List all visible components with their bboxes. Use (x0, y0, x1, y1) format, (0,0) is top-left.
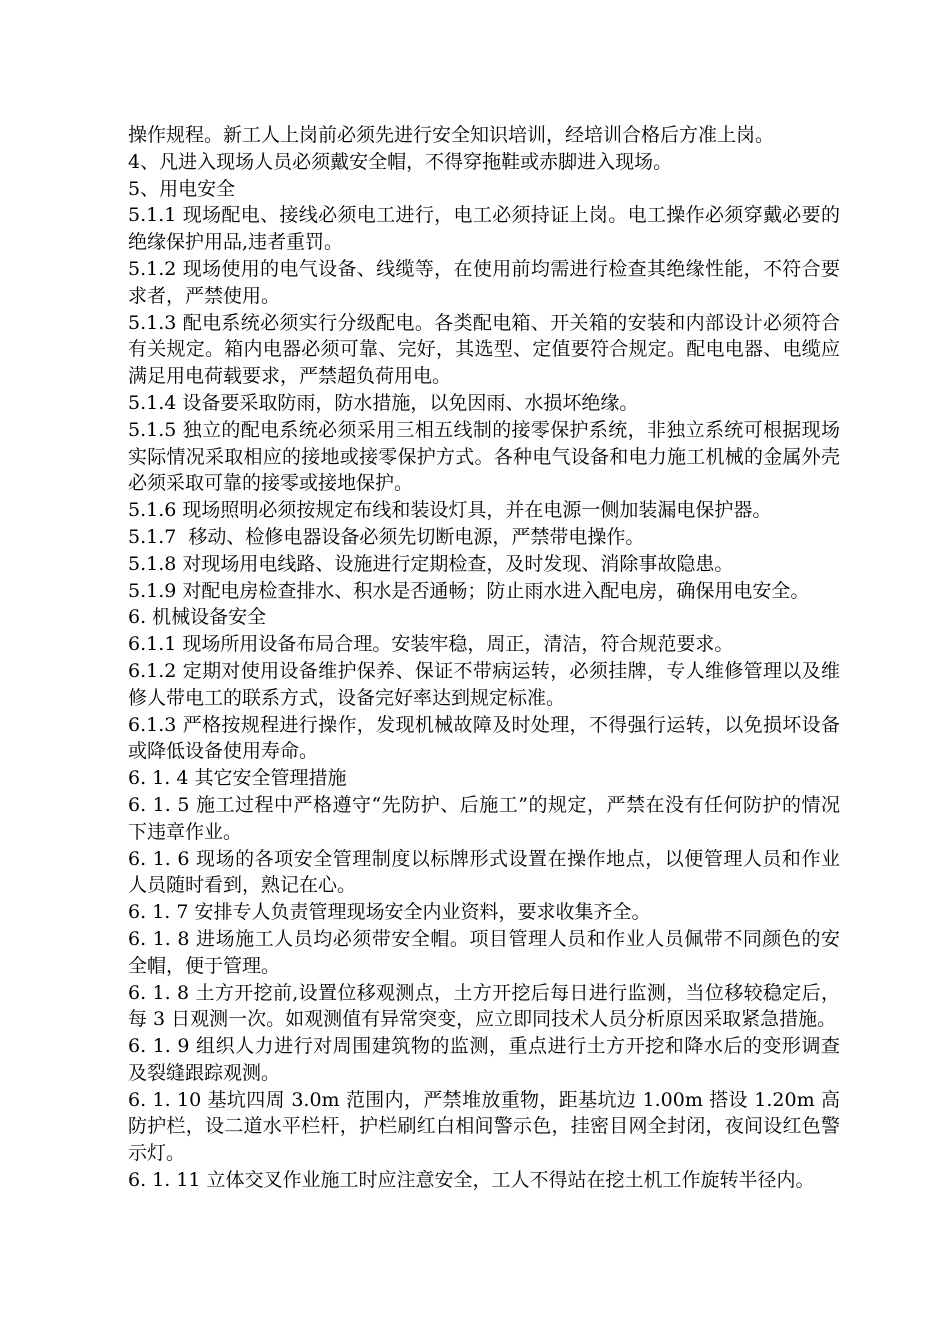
paragraph-6-1-8-excavation-monitoring: 6. 1. 8 土方开挖前,设置位移观测点，土方开挖后每日进行监测，当位移较稳定后，每 3 日观测一次。如观测值有异常突变，应立即同技术人员分析原因采取紧急措施。 (128, 981, 840, 1031)
heading-6-machinery-safety: 6. 机械设备安全 (128, 606, 267, 629)
paragraph-6-1-5: 6. 1. 5 施工过程中严格遵守“先防护、后施工”的规定，严禁在没有任何防护的情况下违章作业。 (128, 793, 840, 843)
paragraph-5-1-1: 5.1.1 现场配电、接线必须电工进行，电工必须持证上岗。电工操作必须穿戴必要的绝缘保护用品,违者重罚。 (128, 204, 840, 254)
paragraph-5-1-3: 5.1.3 配电系统必须实行分级配电。各类配电箱、开关箱的安装和内部设计必须符合有关规定。箱内电器必须可靠、完好，其选型、定值要符合规定。配电电器、电缆应满足用电荷载要求，严禁超负荷用电。 (128, 311, 840, 388)
heading-5-electrical-safety: 5、用电安全 (128, 177, 236, 200)
paragraph-5-1-4: 5.1.4 设备要采取防雨，防水措施，以免因雨、水损坏绝缘。 (128, 391, 639, 414)
paragraph-continuation-operating-rules: 操作规程。新工人上岗前必须先进行安全知识培训，经培训合格后方准上岗。 (128, 124, 775, 146)
paragraph-5-1-2: 5.1.2 现场使用的电气设备、线缆等，在使用前均需进行检查其绝缘性能，不符合要求者，严禁使用。 (128, 257, 840, 307)
paragraph-6-1-1: 6.1.1 现场所用设备布局合理。安装牢稳，周正，清洁，符合规范要求。 (128, 633, 734, 656)
paragraph-6-1-3: 6.1.3 严格按规程进行操作，发现机械故障及时处理，不得强行运转，以免损坏设备或降低设备使用寿命。 (128, 713, 840, 763)
paragraph-6-1-6: 6. 1. 6 现场的各项安全管理制度以标牌形式设置在操作地点，以便管理人员和作业人员随时看到，熟记在心。 (128, 847, 840, 897)
paragraph-6-1-10: 6. 1. 10 基坑四周 3.0m 范围内，严禁堆放重物，距基坑边 1.00m 搭设 1.20m 高防护栏，设二道水平栏杆，护栏刷红白相间警示色，挂密目网全封闭，夜间设红色警示灯。 (128, 1088, 840, 1165)
paragraph-5-1-8: 5.1.8 对现场用电线路、设施进行定期检查，及时发现、消除事故隐患。 (128, 552, 734, 575)
paragraph-6-1-7: 6. 1. 7 安排专人负责管理现场安全内业资料，要求收集齐全。 (128, 901, 651, 924)
document-page (128, 122, 840, 1194)
paragraph-5-1-5: 5.1.5 独立的配电系统必须采用三相五线制的接零保护系统，非独立系统可根据现场实际情况采取相应的接地或接零保护方式。各种电气设备和电力施工机械的金属外壳必须采取可靠的接零或接地保护。 (128, 418, 840, 495)
paragraph-6-1-2: 6.1.2 定期对使用设备维护保养、保证不带病运转，必须挂牌，专人维修管理以及维修人带电工的联系方式，设备完好率达到规定标准。 (128, 659, 840, 709)
paragraph-6-1-9: 6. 1. 9 组织人力进行对周围建筑物的监测，重点进行土方开挖和降水后的变形调查及裂缝跟踪观测。 (128, 1035, 840, 1084)
paragraph-6-1-8-helmets: 6. 1. 8 进场施工人员均必须带安全帽。项目管理人员和作业人员佩带不同颜色的安全帽，便于管理。 (128, 927, 840, 977)
paragraph-item-4-safety-helmet: 4、凡进入现场人员必须戴安全帽，不得穿拖鞋或赤脚进入现场。 (128, 150, 673, 173)
paragraph-5-1-9: 5.1.9 对配电房检查排水、积水是否通畅；防止雨水进入配电房，确保用电安全。 (128, 579, 810, 602)
paragraph-6-1-11: 6. 1. 11 立体交叉作业施工时应注意安全，工人不得站在挖土机工作旋转半径内。 (128, 1169, 815, 1192)
paragraph-5-1-6: 5.1.6 现场照明必须按规定布线和装设灯具，并在电源一侧加装漏电保护器。 (128, 499, 772, 522)
paragraph-5-1-7: 5.1.7 移动、检修电器设备必须先切断电源，严禁带电操作。 (128, 525, 645, 548)
heading-6-1-4-other-measures: 6. 1. 4 其它安全管理措施 (128, 767, 347, 790)
